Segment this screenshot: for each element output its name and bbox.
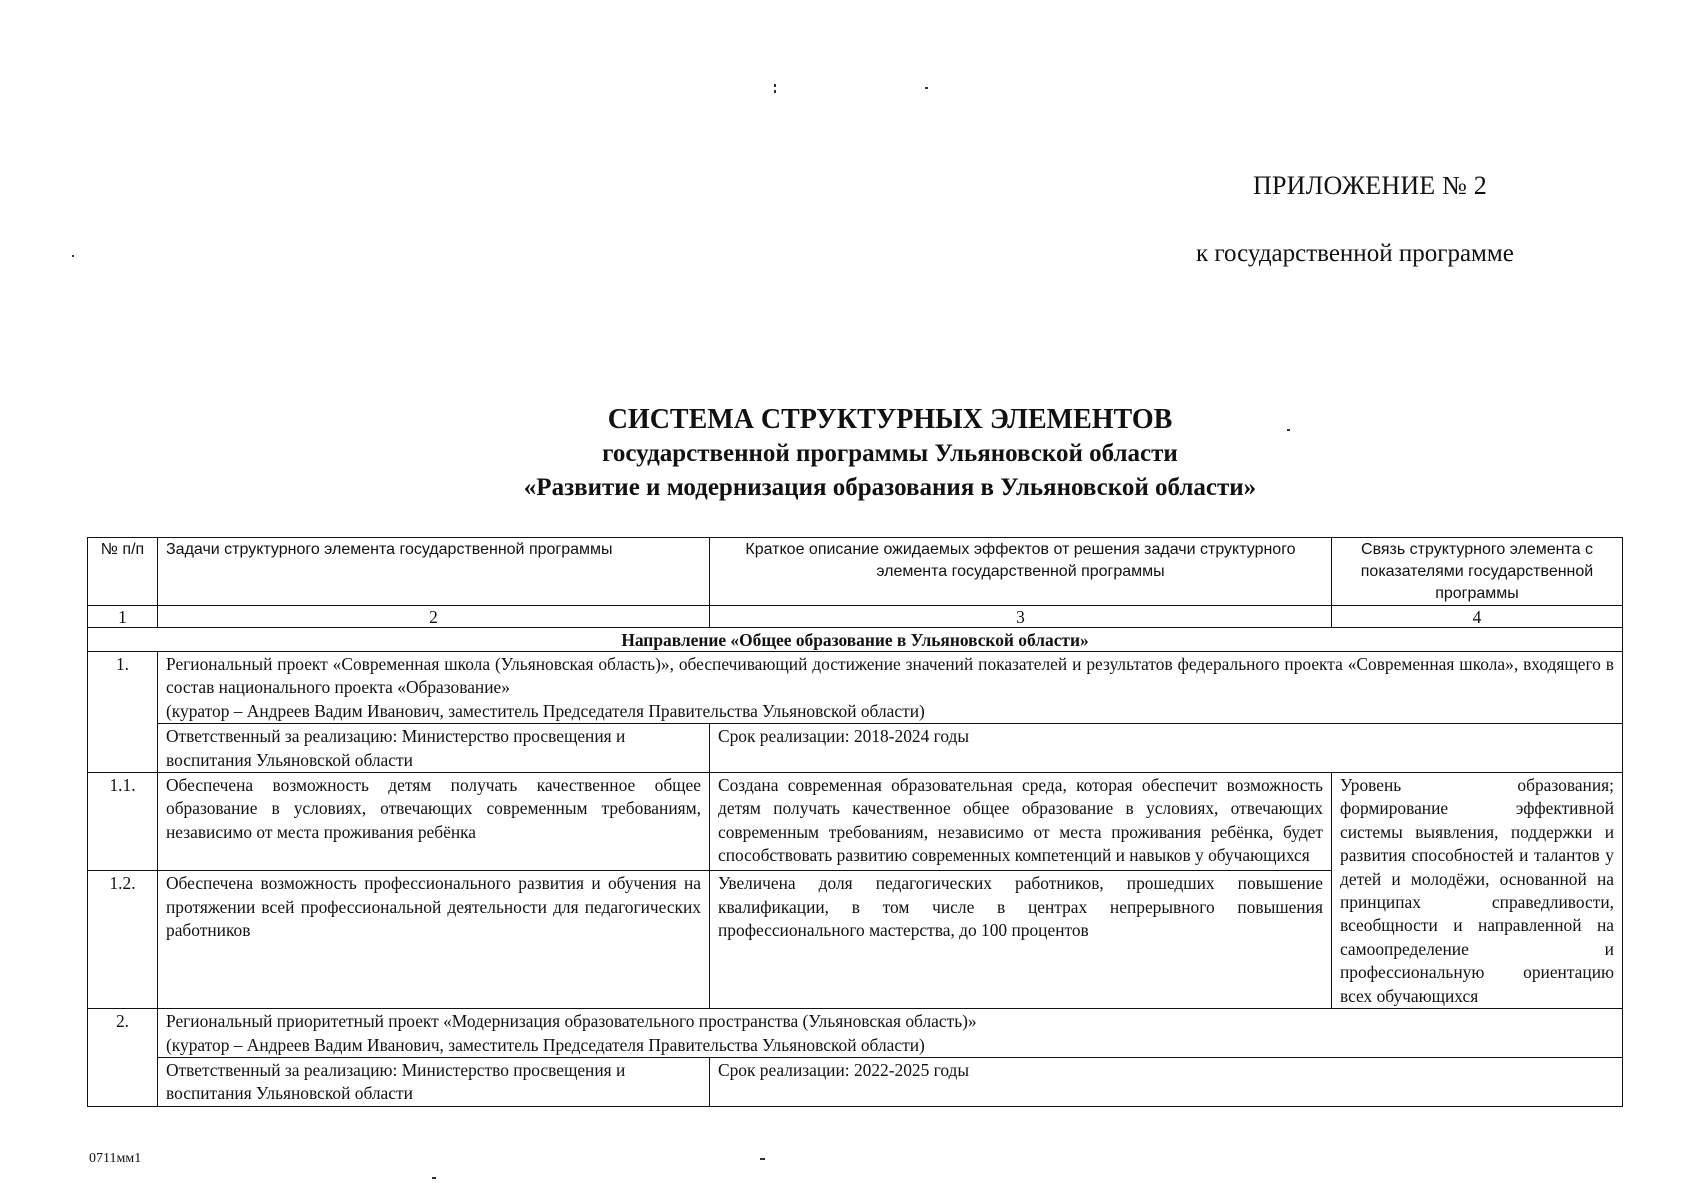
- structural-elements-table: [87, 537, 1623, 1107]
- task-cell: Обеспечена возможность профессионального развития и обучения на протяжении всей профессиональной деятельности для педагогических работников: [158, 871, 710, 1009]
- indicators-cell: Уровень образования; формирование эффективной системы выявления, поддержки и развития способностей и талантов у детей и молодёжи, основанной на принципах справедливости, всеобщности и направленной на самоопределение и профессиональную ориентацию всех обучающихся: [1332, 773, 1623, 1009]
- effect-cell: Создана современная образовательная среда, которая обеспечит возможность детям получать качественное общее образование в условиях, отвечающих современным требованиям, независимо от места проживания ребёнка, будет способствовать развитию современных компетенций и навыков у обучающихся: [710, 773, 1332, 871]
- column-index: 3: [710, 606, 1332, 628]
- table-header-row: [88, 538, 1623, 606]
- project-curator: (куратор – Андреев Вадим Иванович, заместитель Председателя Правительства Ульяновской области): [166, 700, 925, 721]
- scan-speck: [925, 87, 928, 89]
- project-title: Региональный проект «Современная школа (Ульяновская область)», обеспечивающий достижение значений показателей и результатов федерального проекта «Современная школа», входящего в состав национального проекта «Образование»: [166, 654, 1614, 698]
- project-description: [158, 1009, 1623, 1058]
- table-row: [88, 1057, 1623, 1106]
- section-row: [88, 628, 1623, 652]
- column-index: 1: [88, 606, 158, 628]
- scan-speck: [774, 90, 776, 93]
- scan-speck: [72, 255, 74, 257]
- scan-speck: [774, 84, 776, 87]
- document-code: 0711мм1: [89, 1151, 142, 1166]
- scan-speck: [760, 1158, 765, 1160]
- table-row: [88, 724, 1623, 773]
- scan-speck: [432, 1177, 436, 1179]
- row-number: 1.: [88, 652, 158, 773]
- table-row: [88, 652, 1623, 724]
- period-cell: Срок реализации: 2018-2024 годы: [710, 724, 1623, 773]
- column-index-row: [88, 606, 1623, 628]
- column-index: 2: [158, 606, 710, 628]
- row-number: 1.2.: [88, 871, 158, 1009]
- effect-cell: Увеличена доля педагогических работников, прошедших повышение квалификации, в том числе в центрах непрерывного повышения профессионального мастерства, до 100 процентов: [710, 871, 1332, 1009]
- row-number: 2.: [88, 1009, 158, 1107]
- column-index: 4: [1332, 606, 1623, 628]
- header-cell-number: № п/п: [88, 538, 158, 606]
- period-cell: Срок реализации: 2022-2025 годы: [710, 1057, 1623, 1106]
- title-line-1: СИСТЕМА СТРУКТУРНЫХ ЭЛЕМЕНТОВ: [607, 404, 1173, 435]
- responsible-cell: Ответственный за реализацию: Министерство просвещения и воспитания Ульяновской области: [158, 724, 710, 773]
- project-title: Региональный приоритетный проект «Модернизация образовательного пространства (Ульяновская область)»: [166, 1011, 977, 1032]
- scan-speck: [1287, 429, 1290, 431]
- responsible-cell: Ответственный за реализацию: Министерство просвещения и воспитания Ульяновской области: [158, 1057, 710, 1106]
- annex-heading: ПРИЛОЖЕНИЕ № 2: [1253, 171, 1487, 200]
- task-cell: Обеспечена возможность детям получать качественное общее образование в условиях, отвечающих современным требованиям, независимо от места проживания ребёнка: [158, 773, 710, 871]
- header-cell-effects: Краткое описание ожидаемых эффектов от решения задачи структурного элемента государственной программы: [710, 538, 1332, 606]
- document-title: [350, 403, 1430, 505]
- title-line-2: государственной программы Ульяновской области: [602, 440, 1178, 467]
- table-row: [88, 1009, 1623, 1058]
- section-heading: Направление «Общее образование в Ульяновской области»: [88, 628, 1623, 652]
- header-cell-indicators: Связь структурного элемента с показателями государственной программы: [1332, 538, 1623, 606]
- annex-subheading: к государственной программе: [1196, 240, 1514, 267]
- table-row: [88, 773, 1623, 871]
- row-number: 1.1.: [88, 773, 158, 871]
- title-line-3: «Развитие и модернизация образования в Ульяновской области»: [523, 474, 1257, 501]
- header-cell-tasks: Задачи структурного элемента государственной программы: [158, 538, 710, 606]
- project-curator: (куратор – Андреев Вадим Иванович, заместитель Председателя Правительства Ульяновской области): [166, 1034, 925, 1055]
- project-description: [158, 652, 1623, 724]
